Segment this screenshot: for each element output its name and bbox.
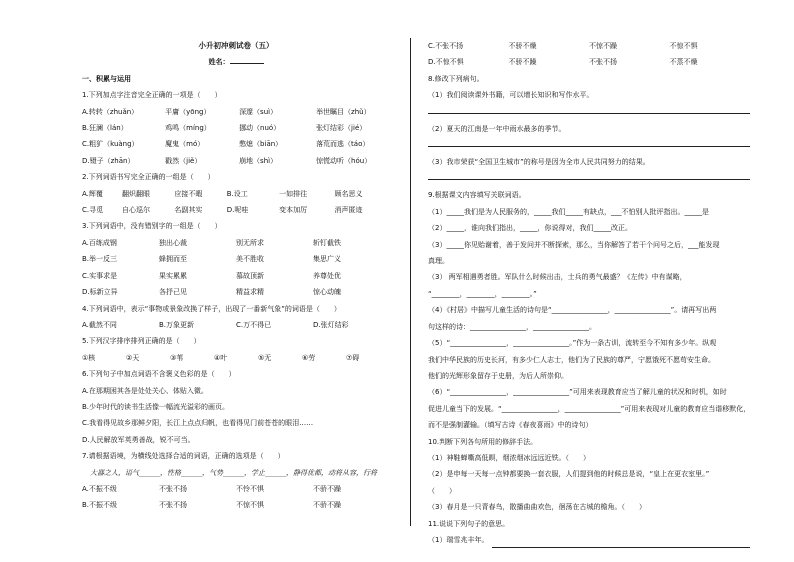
option: 不骄不躁 bbox=[313, 501, 341, 510]
option: 惊心动魄 bbox=[313, 288, 341, 297]
option: 集思广义 bbox=[313, 255, 341, 264]
char-item: ②天 bbox=[126, 353, 140, 362]
option: 不惊不惧 bbox=[669, 42, 698, 50]
question-9-line: 真理。 bbox=[428, 257, 449, 266]
option: 不张不扬 bbox=[159, 501, 187, 510]
question-6-option-b: B.少年时代的读书生活像一幅流光溢彩的画页。 bbox=[82, 402, 230, 411]
left-column bbox=[82, 38, 390, 514]
question-8-item-1: （1）我们阅读课外书籍，可以增长知识和写作水平。 bbox=[428, 91, 594, 100]
option: 不骄不燥 bbox=[508, 42, 537, 50]
option: 不惊不惧 bbox=[236, 501, 264, 510]
option: D.张灯结彩 bbox=[313, 320, 349, 329]
question-10-stem: 10.判断下列各句所用的修辞手法。 bbox=[428, 437, 538, 446]
option: 崩地（shì） bbox=[239, 156, 278, 165]
question-9-line: （4）《村居》中描写儿童生活的诗句是“________________，________________”。请再写出两 bbox=[428, 306, 717, 315]
option: 落荒而逃（táo） bbox=[316, 140, 370, 149]
option: 不蒸不燥 bbox=[669, 58, 698, 67]
option: 惊慌动听（hóu） bbox=[316, 156, 372, 165]
question-9-line: 促进儿童当下的发展。“________________，________________”可用来表现对儿童的教育应当谐移默化， bbox=[428, 404, 750, 413]
option: 挪动（nuó） bbox=[239, 124, 281, 133]
option: 名副其实 bbox=[174, 206, 203, 215]
option: A.百练成钢 bbox=[82, 238, 117, 247]
answer-line[interactable] bbox=[492, 537, 750, 548]
char-item: ①核 bbox=[82, 353, 96, 362]
option: 变本加厉 bbox=[279, 206, 308, 215]
question-9-stem: 9.根据课文内容填写关联词语。 bbox=[428, 191, 526, 200]
question-1-row-c bbox=[82, 136, 390, 152]
question-9-line: （1）_____我们是为人民服务的，_____我们_____有缺点，___不怕别人批评指出。_____是 bbox=[428, 207, 709, 216]
option: 果实累累 bbox=[159, 271, 187, 280]
question-2-stem: 2.下列词语书写完全正确的一组是（ ） bbox=[82, 173, 215, 182]
option: 应接不暇 bbox=[174, 189, 203, 198]
question-2-row-ab bbox=[82, 186, 390, 202]
option: 张灯结彩（jié） bbox=[316, 124, 367, 133]
answer-line[interactable] bbox=[428, 170, 750, 180]
option: 慕故顶新 bbox=[236, 271, 264, 280]
option: 深邃（suì） bbox=[239, 107, 278, 116]
option: 戳然（jiě） bbox=[165, 156, 202, 165]
option: 不张不扬 bbox=[589, 58, 617, 67]
question-6-stem: 6.下列句子中加点词语不含褒义色彩的是（ ） bbox=[82, 370, 236, 379]
option: B.万象更新 bbox=[159, 320, 195, 329]
option: 平庸（yōng） bbox=[165, 107, 211, 116]
question-9-line: 句这样的诗：________________，________________。 bbox=[428, 322, 596, 331]
option: B.设工 bbox=[226, 189, 248, 198]
option: C.万不得已 bbox=[236, 320, 272, 329]
question-7-row-b bbox=[82, 497, 390, 513]
option: A.辉覆 bbox=[82, 189, 103, 198]
question-6-option-c: C.我看得见故乡那鲜夕阳，长江上点点归帆，也看得见门前苍苍的眼泪…… bbox=[82, 419, 314, 428]
char-item: ⑤无 bbox=[258, 353, 272, 362]
char-item: ③苇 bbox=[170, 353, 184, 362]
question-3-row-d bbox=[82, 284, 390, 300]
question-3-row-c bbox=[82, 268, 390, 284]
question-8-stem: 8.修改下列病句。 bbox=[428, 74, 484, 83]
question-7-row-c bbox=[428, 38, 750, 54]
option: 蜂拥而至 bbox=[159, 255, 187, 264]
question-4-options bbox=[82, 317, 390, 333]
option: 消声匿迹 bbox=[334, 206, 363, 215]
question-9-line: 而不是强制灌输。（填写古诗《春夜喜雨》中的诗句） bbox=[428, 421, 593, 430]
question-1-row-b bbox=[82, 120, 390, 136]
question-7-row-a bbox=[82, 481, 390, 497]
option: A.转转（zhuǎn） bbox=[82, 107, 139, 116]
question-10-item: （1）神鞋蝉嘶高低暝，烟浓烟冰远远近铁。（ ） bbox=[428, 453, 590, 462]
option: C.寻觅 bbox=[82, 206, 104, 215]
question-8-item-3: （3）我市荣获“全国卫生城市”的称号是因为全市人民共同努力的结果。 bbox=[428, 158, 650, 167]
right-column bbox=[428, 38, 750, 548]
option: 精益求精 bbox=[236, 288, 264, 297]
name-blank[interactable] bbox=[230, 56, 264, 64]
option: B.狂澜（lán） bbox=[82, 124, 128, 133]
question-7-passage: 大器之人，语气______，性格______，气势______，学止______，静得优都，动将从容，行将 bbox=[90, 468, 377, 477]
question-7-stem: 7.请根据语境，为横线处选择合适的词语，正确的选项是（ ） bbox=[82, 452, 285, 461]
column-divider bbox=[410, 38, 411, 526]
question-11-text: （1）瑞雪兆丰年。 bbox=[428, 535, 489, 544]
option: 自心巡尔 bbox=[122, 206, 151, 215]
question-9-line: 我们中华民族的历史长河，有多少仁人志士，他们为了民族的尊严，宁愿饿死不愿苟安生命。 bbox=[428, 355, 715, 364]
option: 各抒己见 bbox=[159, 288, 187, 297]
exam-title: 小升初冲刺试卷（五） bbox=[198, 41, 274, 50]
option: 魔鬼（mó） bbox=[165, 140, 205, 149]
question-1-row-d bbox=[82, 153, 390, 169]
option: B.举一反三 bbox=[82, 255, 118, 264]
option: B.不振不级 bbox=[82, 501, 118, 510]
option: 鸡鸣（míng） bbox=[165, 124, 211, 133]
question-5-items bbox=[82, 350, 390, 366]
question-2-row-cd bbox=[82, 202, 390, 218]
question-10-item: （2）是申每一天每一点钟都要换一套衣服，人们提到他的时候总是说，“皇上在更衣室里。” bbox=[428, 470, 710, 479]
question-6-option-d: D.人民解放军英勇善战，锐不可当。 bbox=[82, 435, 195, 444]
option: 美不胜收 bbox=[236, 255, 264, 264]
question-8-item-2: （2）夏天的江南是一年中雨水最多的季节。 bbox=[428, 124, 566, 133]
answer-line[interactable] bbox=[428, 104, 750, 114]
option: 不骄不躁 bbox=[508, 58, 537, 67]
question-3-row-b bbox=[82, 251, 390, 267]
question-5-stem: 5.下列汉字排序排列正确的是（ ） bbox=[82, 337, 201, 346]
option: 不张不扬 bbox=[159, 484, 187, 493]
option: A.不振不级 bbox=[82, 484, 117, 493]
question-9-line: “________，________，________。” bbox=[428, 289, 537, 298]
question-9-line: （3） 两军相遇勇者胜。军队什么时候出击，士兵的勇气最盛？《左传》中有谋略， bbox=[428, 273, 687, 282]
name-field[interactable] bbox=[82, 54, 390, 70]
question-3-stem: 3.下列词语中，没有错别字的一组是（ ） bbox=[82, 222, 222, 231]
option: C.粗犷（kuàng） bbox=[82, 140, 139, 149]
question-11-stem: 11.说说下列句子的意思。 bbox=[428, 519, 510, 528]
question-9-line: （5）“________________，________________。”作为一条古训，流转至今不知有多少年。纵观 bbox=[428, 339, 717, 348]
option: 憋熄（biān） bbox=[239, 140, 283, 149]
option: D.呢哇 bbox=[226, 206, 249, 215]
question-9-line: （6）“________________，________________”可用来表现教育应当了解儿童的状况和时机，如时 bbox=[428, 388, 727, 397]
question-9-line: 他们的光辉形象留存于史册，为后人所崇仰。 bbox=[428, 371, 568, 380]
option: 一如排往 bbox=[279, 189, 308, 198]
option: 翻炽翻眼 bbox=[122, 189, 151, 198]
question-10-item: （ ） bbox=[428, 486, 456, 495]
option: 顾名思义 bbox=[334, 189, 363, 198]
option: D.镊子（zhān） bbox=[82, 156, 135, 165]
option: 举世瞩目（zhǔ） bbox=[316, 107, 371, 116]
option: 别无所求 bbox=[236, 238, 264, 247]
question-9-line: （3）_____你见贻谢着，善于发问并不断探索，那么，当你解答了若干个问号之后，___能发现 bbox=[428, 240, 720, 249]
name-label: 姓名： bbox=[208, 58, 230, 67]
option: C.实事求是 bbox=[82, 271, 118, 280]
question-1-row-a bbox=[82, 104, 390, 120]
char-item: ⑥劳 bbox=[302, 353, 316, 362]
option: D.标新立异 bbox=[82, 288, 118, 297]
option: D.不惊不惧 bbox=[428, 58, 464, 67]
option: A.截然不同 bbox=[82, 320, 117, 329]
question-7-row-d bbox=[428, 54, 750, 70]
question-3-row-a bbox=[82, 235, 390, 251]
char-item: ④叶 bbox=[214, 353, 228, 362]
option: 养尊处优 bbox=[313, 271, 341, 280]
option: 不惊不躁 bbox=[589, 42, 617, 50]
question-11-item bbox=[428, 532, 750, 548]
option: C.不张不扬 bbox=[428, 42, 464, 50]
char-item: ⑦碍 bbox=[346, 353, 360, 362]
question-9-line: （2）_____，谁向我们指出，_____，你说得对，我们_____改正。 bbox=[428, 224, 632, 233]
option: 斩钉截铁 bbox=[313, 238, 341, 247]
question-6-option-a: A.在那期困其各是处处关心、体贴入微。 bbox=[82, 386, 208, 395]
option: 不怜不惧 bbox=[236, 484, 264, 493]
answer-line[interactable] bbox=[428, 137, 750, 147]
option: 不骄不躁 bbox=[313, 484, 341, 493]
question-10-item: （3）春月是一只青春鸟，散播曲曲欢色，徊荡在古城的檐角。（ ） bbox=[428, 503, 646, 512]
question-1-stem: 1.下列加点字注音完全正确的一项是（ ） bbox=[82, 91, 222, 100]
section-heading: 一、积累与运用 bbox=[82, 74, 131, 83]
option: 独出心裁 bbox=[159, 238, 187, 247]
question-4-stem: 4.下列词语中，表示“事物或景象改换了样子，出现了一番新气象”的词语是（ ） bbox=[82, 304, 341, 313]
